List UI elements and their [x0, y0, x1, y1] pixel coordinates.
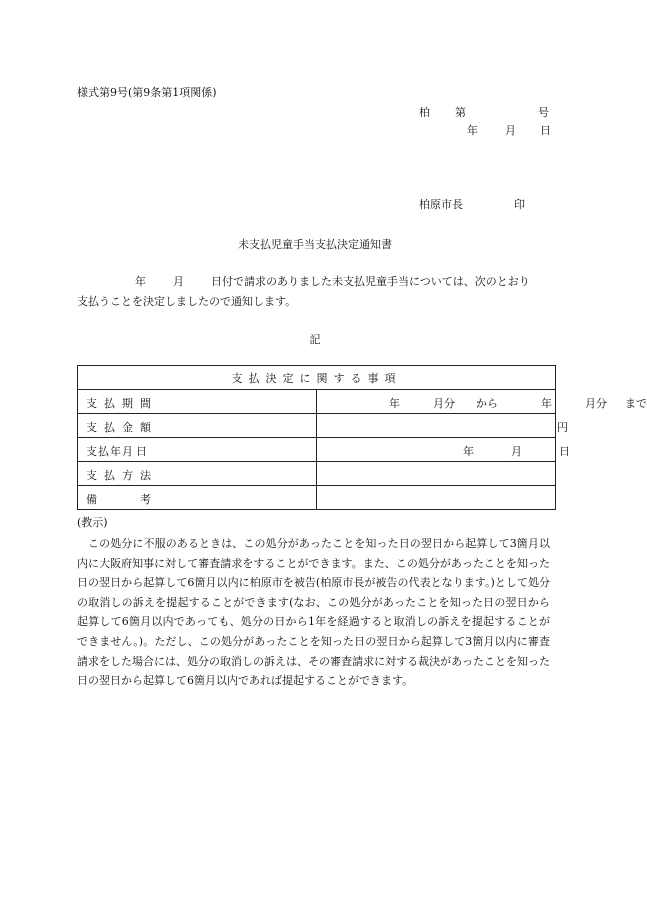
pay-date-label: 支 払 年 月 日	[78, 438, 317, 462]
amount-label: 支 払 金 額	[78, 414, 317, 438]
issue-date-year: 年	[467, 124, 478, 137]
table-row-period	[78, 390, 556, 414]
amount-value: 円	[317, 414, 556, 438]
table-row-method	[78, 462, 556, 486]
intro-month: 月	[173, 275, 184, 288]
table-row-amount	[78, 414, 556, 438]
notice-text: この処分に不服のあるときは、この処分があったことを知った日の翌日から起算して3箇月以内に大阪府知事に対して審査請求をすることができます。また、この処分があったことを知った日の翌日から起算して6箇月以内に柏原市を被告(柏原市長が被告の代表となります。)として処分の取消しの訴えを提起することができます(なお、この処分があったことを知った日の翌日から起算して6箇月以内であっても、処分の日から1年を経過すると取消しの訴えを提起することができません。)。ただし、この処分があったことを知った日の翌日から起算して3箇月以内に審査請求をした場合には、処分の取消しの訴えは、その審査請求に対する裁決があったことを知った日の翌日から起算して6箇月以内であれば提起することができます。	[77, 537, 550, 688]
method-value	[317, 462, 556, 486]
doc-no-go: 号	[538, 106, 549, 119]
intro-year: 年	[135, 275, 146, 288]
pay-date-value: 年 月 日	[317, 438, 556, 462]
notice-label: (教示)	[77, 516, 108, 529]
issuer-name: 柏原市長	[419, 198, 463, 211]
method-label: 支 払 方 法	[78, 462, 317, 486]
table-row-remarks	[78, 486, 556, 510]
issuer-block	[419, 196, 550, 235]
remarks-label: 備 考	[78, 486, 317, 510]
payment-decision-table	[77, 365, 647, 510]
issue-date-day: 日	[540, 124, 551, 137]
remarks-value	[317, 486, 556, 510]
intro-paragraph	[77, 272, 557, 312]
issue-date	[419, 122, 550, 174]
issue-date-month: 月	[505, 124, 516, 137]
table-row-date	[78, 438, 556, 462]
period-value: 年 月分 から 年 月分 まで	[317, 390, 556, 414]
issuer-seal: 印	[514, 198, 525, 211]
notice-body	[77, 534, 550, 691]
form-number-label: 様式第9号(第9条第1項関係)	[77, 86, 217, 99]
doc-no-dai: 第	[455, 106, 466, 119]
period-label: 支 払 期 間	[78, 390, 317, 414]
doc-no-prefix: 柏	[419, 106, 430, 119]
intro-line1-rest: 日付で請求のありました未支払児童手当については、次のとおり	[211, 275, 530, 288]
ki-heading: 記	[309, 333, 321, 346]
document-title: 未支払児童手当支払決定通知書	[238, 238, 392, 251]
intro-line2: 支払うことを決定しましたので通知します。	[77, 295, 297, 308]
table-header: 支払決定に関する事項	[78, 366, 556, 390]
